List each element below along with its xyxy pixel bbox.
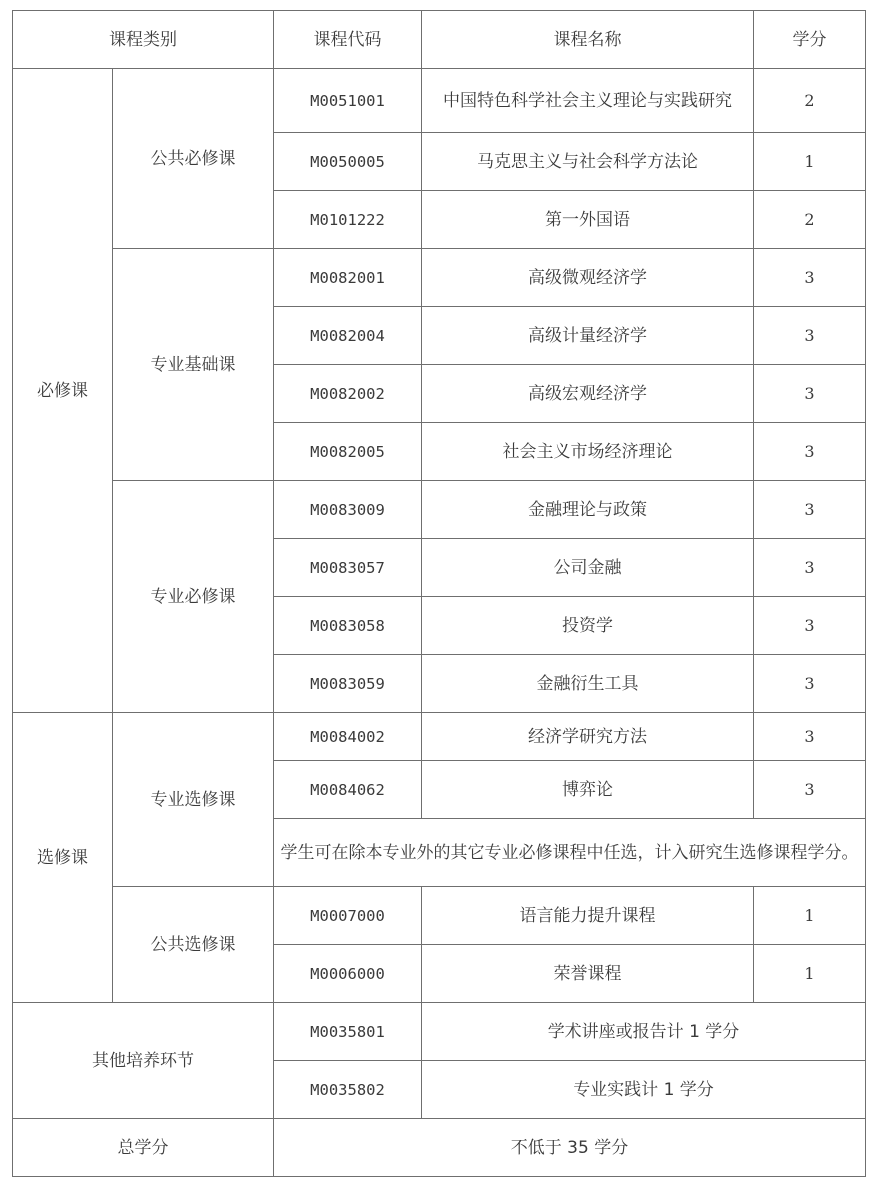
course-code: M0083059 [274, 655, 422, 713]
course-credit: 3 [754, 307, 866, 365]
course-credit: 2 [754, 69, 866, 133]
course-code: M0083009 [274, 481, 422, 539]
table-row [13, 481, 866, 539]
course-credit: 3 [754, 539, 866, 597]
course-code: M0050005 [274, 133, 422, 191]
course-name: 荣誉课程 [422, 945, 754, 1003]
header-row [13, 11, 866, 69]
course-credit: 3 [754, 249, 866, 307]
course-credit: 3 [754, 761, 866, 819]
item-code: M0035801 [274, 1003, 422, 1061]
course-code: M0083058 [274, 597, 422, 655]
course-name: 马克思主义与社会科学方法论 [422, 133, 754, 191]
table-row [13, 713, 866, 761]
curriculum-table-wrapper [12, 10, 866, 1177]
course-code: M0084062 [274, 761, 422, 819]
course-name: 博弈论 [422, 761, 754, 819]
course-name: 语言能力提升课程 [422, 887, 754, 945]
course-credit: 1 [754, 887, 866, 945]
course-name: 高级微观经济学 [422, 249, 754, 307]
course-name: 社会主义市场经济理论 [422, 423, 754, 481]
table-row [13, 1003, 866, 1061]
header-code: 课程代码 [274, 11, 422, 69]
curriculum-table [12, 10, 866, 1177]
table-row [13, 249, 866, 307]
required-major-subcategory: 专业必修课 [113, 481, 274, 713]
item-description: 学术讲座或报告计 1 学分 [422, 1003, 866, 1061]
course-name: 高级宏观经济学 [422, 365, 754, 423]
total-value: 不低于 35 学分 [274, 1119, 866, 1177]
required-category: 必修课 [13, 69, 113, 713]
item-description: 专业实践计 1 学分 [422, 1061, 866, 1119]
course-credit: 2 [754, 191, 866, 249]
course-credit: 1 [754, 133, 866, 191]
header-name: 课程名称 [422, 11, 754, 69]
item-code: M0035802 [274, 1061, 422, 1119]
course-name: 金融理论与政策 [422, 481, 754, 539]
other-category: 其他培养环节 [13, 1003, 274, 1119]
required-public-subcategory: 公共必修课 [113, 69, 274, 249]
course-code: M0082002 [274, 365, 422, 423]
course-code: M0101222 [274, 191, 422, 249]
course-code: M0082005 [274, 423, 422, 481]
course-credit: 3 [754, 597, 866, 655]
header-credit: 学分 [754, 11, 866, 69]
elective-major-subcategory: 专业选修课 [113, 713, 274, 887]
course-name: 公司金融 [422, 539, 754, 597]
course-code: M0006000 [274, 945, 422, 1003]
table-row [13, 69, 866, 133]
header-category: 课程类别 [13, 11, 274, 69]
total-row [13, 1119, 866, 1177]
course-name: 金融衍生工具 [422, 655, 754, 713]
total-label: 总学分 [13, 1119, 274, 1177]
course-credit: 3 [754, 365, 866, 423]
course-name: 高级计量经济学 [422, 307, 754, 365]
course-name: 投资学 [422, 597, 754, 655]
course-credit: 3 [754, 713, 866, 761]
course-credit: 1 [754, 945, 866, 1003]
course-name: 第一外国语 [422, 191, 754, 249]
elective-note: 学生可在除本专业外的其它专业必修课程中任选，计入研究生选修课程学分。 [274, 819, 866, 887]
elective-category: 选修课 [13, 713, 113, 1003]
elective-public-subcategory: 公共选修课 [113, 887, 274, 1003]
course-credit: 3 [754, 481, 866, 539]
course-credit: 3 [754, 423, 866, 481]
course-name: 经济学研究方法 [422, 713, 754, 761]
course-code: M0082004 [274, 307, 422, 365]
course-code: M0082001 [274, 249, 422, 307]
course-code: M0083057 [274, 539, 422, 597]
course-code: M0007000 [274, 887, 422, 945]
course-code: M0084002 [274, 713, 422, 761]
course-name: 中国特色科学社会主义理论与实践研究 [422, 69, 754, 133]
table-row [13, 887, 866, 945]
course-credit: 3 [754, 655, 866, 713]
course-code: M0051001 [274, 69, 422, 133]
required-basic-subcategory: 专业基础课 [113, 249, 274, 481]
